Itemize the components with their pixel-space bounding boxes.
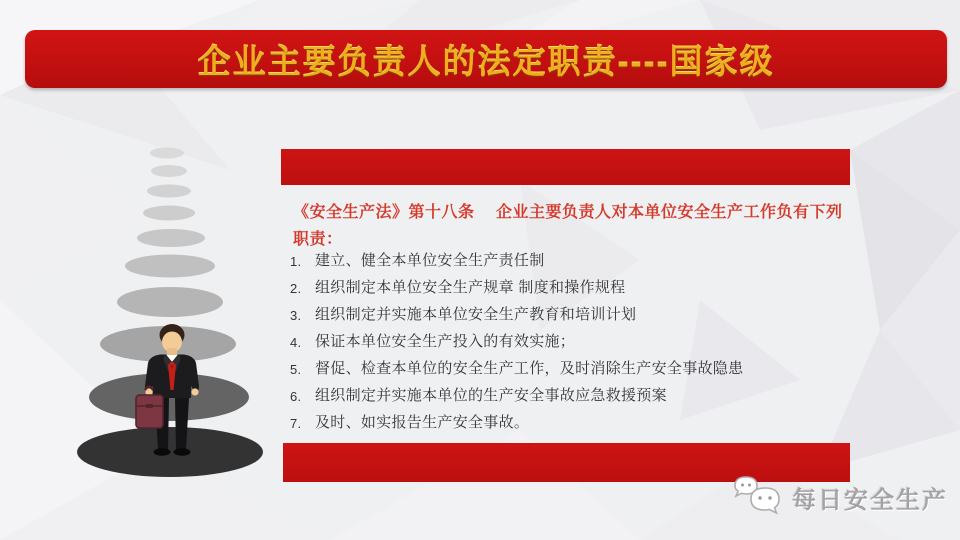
list-item xyxy=(288,252,854,269)
item-text: 督促、检查本单位的安全生产工作，及时消除生产安全事故隐患 xyxy=(315,360,744,377)
list-item xyxy=(288,333,854,350)
brand-text: 每日安全生产 xyxy=(792,486,948,514)
item-number: 3. xyxy=(290,308,302,323)
list-item xyxy=(288,279,854,296)
slide-title: 企业主要负责人的法定职责----国家级 xyxy=(197,42,775,80)
title-banner xyxy=(25,30,947,88)
wechat-icon xyxy=(728,474,786,520)
footer-brand xyxy=(728,472,958,522)
law-intro-text: 《安全生产法》第十八条 企业主要负责人对本单位安全生产工作负有下列职责： xyxy=(293,204,843,248)
list-item xyxy=(288,360,854,377)
item-text: 及时、如实报告生产安全事故。 xyxy=(315,414,530,431)
item-text: 组织制定并实施本单位安全生产教育和培训计划 xyxy=(315,306,637,323)
list-item xyxy=(288,306,854,323)
item-text: 保证本单位安全生产投入的有效实施； xyxy=(315,333,576,350)
item-number: 1. xyxy=(290,254,302,269)
list-item xyxy=(288,414,854,431)
item-number: 5. xyxy=(290,362,302,377)
item-number: 4. xyxy=(290,335,302,350)
item-number: 6. xyxy=(290,389,302,404)
item-number: 2. xyxy=(290,281,302,296)
stone-ellipses xyxy=(77,148,263,478)
item-text: 组织制定并实施本单位的生产安全事故应急救援预案 xyxy=(315,387,667,404)
item-text: 建立、健全本单位安全生产责任制 xyxy=(315,252,545,269)
item-text: 组织制定本单位安全生产规章 制度和操作规程 xyxy=(315,279,626,296)
duties-list xyxy=(288,252,854,441)
content-top-bar xyxy=(281,149,850,185)
stepping-stones-graphic xyxy=(60,130,290,500)
item-number: 7. xyxy=(290,416,302,431)
list-item xyxy=(288,387,854,404)
